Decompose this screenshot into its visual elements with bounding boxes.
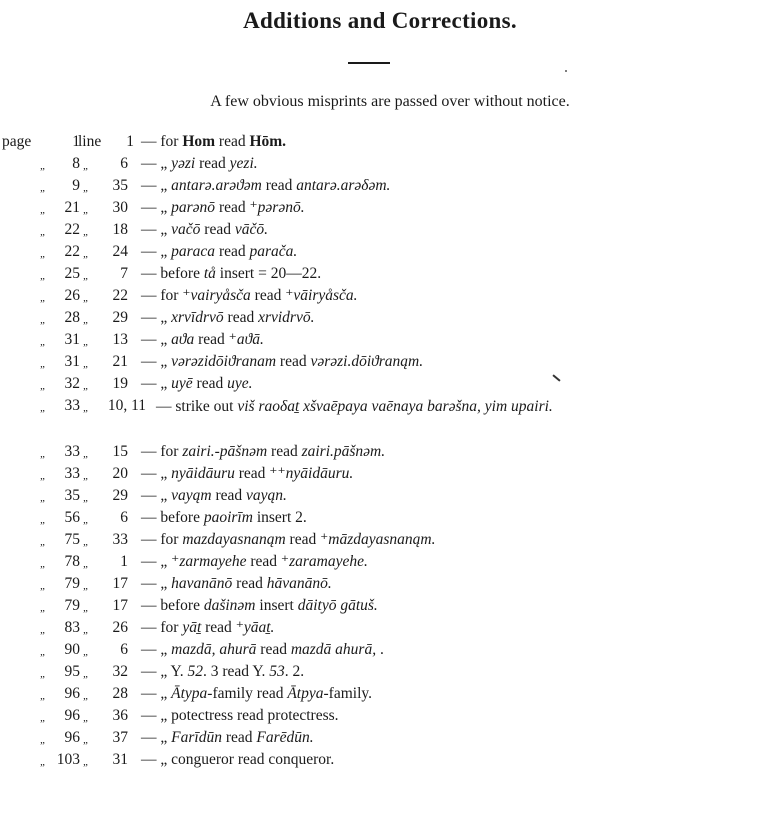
correction-fragment: mazdā, ahurā bbox=[171, 641, 257, 658]
correction-text bbox=[141, 153, 746, 175]
ditto-mark: „ bbox=[40, 646, 47, 658]
correction-text bbox=[141, 197, 746, 219]
line-number: 6 bbox=[120, 155, 128, 172]
correction-fragment: mazdā ahurā, bbox=[290, 641, 377, 658]
line-number: 7 bbox=[120, 265, 128, 282]
page-number: 31 bbox=[64, 331, 80, 348]
correction-fragment: tå bbox=[203, 265, 216, 282]
correction-row bbox=[0, 197, 760, 219]
correction-fragment: — „ potectress read protectress. bbox=[141, 707, 339, 724]
page-number: 22 bbox=[64, 221, 80, 238]
ditto-mark: „ bbox=[40, 734, 47, 746]
correction-text bbox=[141, 219, 746, 241]
ditto-mark: „ bbox=[40, 580, 47, 592]
correction-fragment: read bbox=[195, 155, 230, 172]
correction-fragment: read bbox=[215, 243, 250, 260]
page-word: page bbox=[2, 133, 32, 150]
page-number: 25 bbox=[64, 265, 80, 282]
ditto-mark: „ bbox=[40, 226, 47, 238]
line-number: 29 bbox=[112, 309, 128, 326]
correction-text bbox=[141, 175, 746, 197]
ditto-mark: „ bbox=[83, 182, 90, 194]
correction-fragment: — „ bbox=[141, 641, 172, 658]
ditto-mark: „ bbox=[40, 402, 47, 414]
line-number: 17 bbox=[112, 597, 128, 614]
line-number: 26 bbox=[112, 619, 128, 636]
page-number: 75 bbox=[64, 531, 80, 548]
line-number: 13 bbox=[112, 331, 128, 348]
correction-fragment: — „ bbox=[141, 243, 172, 260]
correction-fragment: — before bbox=[141, 509, 204, 526]
page-number: 26 bbox=[64, 287, 80, 304]
correction-fragment: — „ bbox=[141, 465, 172, 482]
correction-text bbox=[141, 683, 746, 705]
correction-row bbox=[0, 507, 760, 529]
line-word: line bbox=[78, 133, 102, 150]
correction-fragment: zairi.pāšnəm. bbox=[301, 443, 386, 460]
ditto-mark: „ bbox=[83, 492, 90, 504]
correction-fragment: read bbox=[256, 641, 291, 658]
ditto-mark: „ bbox=[83, 668, 90, 680]
ditto-mark: „ bbox=[40, 536, 47, 548]
correction-fragment: dašinəm bbox=[203, 597, 256, 614]
correction-fragment: Hom bbox=[182, 133, 216, 150]
correction-fragment: insert 2. bbox=[252, 509, 307, 526]
ditto-mark: „ bbox=[40, 624, 47, 636]
correction-text bbox=[141, 727, 746, 749]
ditto-mark: „ bbox=[40, 668, 47, 680]
line-number: 15 bbox=[112, 443, 128, 460]
correction-fragment: — „ bbox=[141, 199, 172, 216]
correction-fragment: xrvidrvō. bbox=[258, 309, 315, 326]
correction-row bbox=[0, 705, 760, 727]
correction-fragment: — „ Y. bbox=[141, 663, 188, 680]
correction-fragment: — for bbox=[141, 443, 183, 460]
correction-text bbox=[141, 529, 746, 551]
correction-text bbox=[141, 485, 746, 507]
correction-row bbox=[0, 485, 760, 507]
correction-fragment: ⁺yāaṯ. bbox=[235, 619, 275, 636]
correction-fragment: Farīdūn bbox=[171, 729, 222, 746]
correction-fragment: read bbox=[285, 531, 321, 548]
correction-fragment: vāčō. bbox=[234, 221, 268, 238]
ditto-mark: „ bbox=[40, 470, 47, 482]
ink-speck bbox=[565, 70, 567, 72]
page-number: 90 bbox=[64, 641, 80, 658]
correction-text bbox=[141, 441, 746, 463]
correction-row bbox=[0, 373, 760, 395]
line-number: 22 bbox=[112, 287, 128, 304]
page-number: 1 bbox=[72, 133, 80, 150]
line-number: 31 bbox=[112, 751, 128, 768]
correction-row bbox=[0, 285, 760, 307]
correction-fragment: zairi.-pāšnəm bbox=[182, 443, 268, 460]
ditto-mark: „ bbox=[83, 514, 90, 526]
correction-row bbox=[0, 441, 760, 463]
line-number: 33 bbox=[112, 531, 128, 548]
ditto-mark: „ bbox=[40, 448, 47, 460]
page-number: 35 bbox=[64, 487, 80, 504]
line-number: 20 bbox=[112, 465, 128, 482]
correction-fragment: read bbox=[215, 199, 250, 216]
correction-row bbox=[0, 529, 760, 551]
ditto-mark: „ bbox=[83, 690, 90, 702]
correction-fragment: insert bbox=[255, 597, 298, 614]
correction-fragment: read bbox=[194, 331, 229, 348]
correction-text bbox=[141, 749, 746, 771]
ditto-mark: „ bbox=[40, 756, 47, 768]
page-number: 33 bbox=[64, 443, 80, 460]
correction-fragment: — for bbox=[141, 133, 183, 150]
correction-fragment: yezi. bbox=[229, 155, 258, 172]
correction-fragment: — „ bbox=[141, 177, 172, 194]
ditto-mark: „ bbox=[40, 204, 47, 216]
ditto-mark: „ bbox=[40, 292, 47, 304]
ditto-mark: „ bbox=[83, 358, 90, 370]
ditto-mark: „ bbox=[83, 204, 90, 216]
ditto-mark: „ bbox=[83, 646, 90, 658]
correction-fragment: antarə.arəϑəm bbox=[171, 177, 262, 194]
ditto-mark: „ bbox=[83, 558, 90, 570]
line-number: 17 bbox=[112, 575, 128, 592]
ditto-mark: „ bbox=[40, 380, 47, 392]
correction-fragment: — before bbox=[141, 597, 204, 614]
correction-fragment: read bbox=[250, 287, 286, 304]
correction-text bbox=[141, 639, 746, 661]
corrections-list bbox=[0, 131, 760, 771]
correction-text bbox=[141, 595, 746, 617]
line-number: 35 bbox=[112, 177, 128, 194]
ditto-mark: „ bbox=[83, 380, 90, 392]
correction-fragment: mazdayasnanąm bbox=[182, 531, 286, 548]
line-number: 10, 11 bbox=[107, 397, 146, 414]
correction-fragment: dāityō gātuš. bbox=[297, 597, 378, 614]
correction-fragment: Farēdūn. bbox=[256, 729, 314, 746]
correction-row bbox=[0, 175, 760, 197]
correction-fragment: vərəzi.dōiϑranąm. bbox=[310, 353, 424, 370]
ditto-mark: „ bbox=[83, 712, 90, 724]
correction-fragment: read bbox=[221, 729, 257, 746]
page-title: Additions and Corrections. bbox=[243, 8, 517, 33]
ditto-mark: „ bbox=[83, 734, 90, 746]
ditto-mark: „ bbox=[83, 580, 90, 592]
ditto-mark: „ bbox=[40, 314, 47, 326]
ditto-mark: „ bbox=[40, 558, 47, 570]
line-number: 19 bbox=[112, 375, 128, 392]
correction-fragment: read bbox=[267, 443, 302, 460]
page-number: 28 bbox=[64, 309, 80, 326]
correction-fragment: — „ bbox=[141, 331, 172, 348]
correction-fragment: Ātypa bbox=[171, 685, 208, 702]
correction-row bbox=[0, 595, 760, 617]
correction-text bbox=[141, 507, 746, 529]
correction-fragment: — „ congueror read conqueror. bbox=[141, 751, 335, 768]
page-number: 32 bbox=[64, 375, 80, 392]
correction-fragment: — „ bbox=[141, 155, 172, 172]
correction-text bbox=[141, 551, 746, 573]
line-number: 6 bbox=[120, 641, 128, 658]
correction-fragment: — for bbox=[141, 287, 183, 304]
ditto-mark: „ bbox=[40, 270, 47, 282]
ditto-mark: „ bbox=[40, 358, 47, 370]
correction-fragment: hāvanānō. bbox=[266, 575, 332, 592]
line-number: 32 bbox=[112, 663, 128, 680]
correction-fragment: . 2. bbox=[284, 663, 305, 680]
correction-fragment: xrvīdrvō bbox=[171, 309, 224, 326]
correction-fragment: vayąn. bbox=[246, 487, 287, 504]
correction-fragment: — before bbox=[141, 265, 204, 282]
correction-fragment: insert = 20—22. bbox=[215, 265, 322, 282]
correction-row bbox=[0, 351, 760, 373]
correction-fragment: 52 bbox=[187, 663, 203, 680]
correction-row bbox=[0, 263, 760, 285]
correction-fragment: ⁺aϑā. bbox=[228, 331, 264, 348]
page-number: 22 bbox=[64, 243, 80, 260]
correction-text bbox=[141, 617, 746, 639]
correction-fragment: uyē bbox=[171, 375, 193, 392]
line-number: 29 bbox=[112, 487, 128, 504]
page-number: 79 bbox=[64, 575, 80, 592]
ditto-mark: „ bbox=[83, 248, 90, 260]
title-rule bbox=[348, 62, 390, 64]
correction-row bbox=[0, 219, 760, 241]
correction-row bbox=[0, 329, 760, 351]
correction-fragment: read bbox=[215, 133, 250, 150]
correction-row bbox=[0, 395, 760, 441]
correction-text bbox=[141, 373, 746, 395]
ditto-mark: „ bbox=[40, 336, 47, 348]
line-number: 24 bbox=[112, 243, 128, 260]
page-number: 83 bbox=[64, 619, 80, 636]
page-number: 96 bbox=[64, 729, 80, 746]
ditto-mark: „ bbox=[83, 160, 90, 172]
ditto-mark: „ bbox=[40, 160, 47, 172]
correction-fragment: ⁺vāiryåsča. bbox=[285, 287, 358, 304]
ditto-mark: „ bbox=[83, 314, 90, 326]
correction-row bbox=[0, 131, 760, 153]
correction-fragment: — „ bbox=[141, 309, 172, 326]
ditto-mark: „ bbox=[83, 470, 90, 482]
correction-fragment: . bbox=[376, 641, 384, 658]
correction-fragment: read bbox=[246, 553, 281, 570]
correction-row bbox=[0, 727, 760, 749]
correction-fragment: ⁺pərənō. bbox=[249, 199, 305, 216]
correction-fragment: read bbox=[276, 353, 311, 370]
correction-fragment: ⁺vairyåsča bbox=[182, 287, 251, 304]
correction-fragment: read bbox=[201, 619, 236, 636]
correction-row bbox=[0, 551, 760, 573]
correction-text bbox=[141, 131, 746, 153]
correction-fragment: ⁺zaramayehe. bbox=[280, 553, 368, 570]
page-number: 56 bbox=[64, 509, 80, 526]
correction-fragment: antarə.arəδəm. bbox=[296, 177, 391, 194]
correction-fragment: read bbox=[211, 487, 247, 504]
correction-fragment: aϑa bbox=[171, 331, 195, 348]
line-number: 30 bbox=[112, 199, 128, 216]
correction-fragment: yəzi bbox=[171, 155, 196, 172]
correction-text bbox=[141, 573, 746, 595]
ditto-mark: „ bbox=[83, 226, 90, 238]
page-number: 95 bbox=[64, 663, 80, 680]
correction-fragment: — strike out bbox=[156, 398, 238, 415]
correction-row bbox=[0, 617, 760, 639]
correction-fragment: paraca bbox=[171, 243, 216, 260]
correction-row bbox=[0, 639, 760, 661]
correction-fragment: -family. bbox=[323, 685, 372, 702]
correction-fragment: — „ bbox=[141, 685, 172, 702]
correction-row bbox=[0, 573, 760, 595]
correction-fragment: . 3 read Y. bbox=[203, 663, 270, 680]
correction-fragment: nyāidāuru bbox=[171, 465, 235, 482]
correction-row bbox=[0, 153, 760, 175]
correction-fragment: Hōm. bbox=[249, 133, 287, 150]
ditto-mark: „ bbox=[83, 270, 90, 282]
page-number: 33 bbox=[64, 397, 80, 414]
correction-text bbox=[141, 351, 746, 373]
line-number: 1 bbox=[120, 553, 128, 570]
correction-fragment: vačō bbox=[171, 221, 201, 238]
page-number: 33 bbox=[64, 465, 80, 482]
correction-fragment: ⁺zarmayehe bbox=[171, 553, 247, 570]
correction-text bbox=[141, 705, 746, 727]
line-number: 18 bbox=[112, 221, 128, 238]
correction-fragment: — „ bbox=[141, 221, 172, 238]
ditto-mark: „ bbox=[40, 712, 47, 724]
page-number: 103 bbox=[56, 751, 80, 768]
correction-fragment: — „ bbox=[141, 487, 172, 504]
correction-row bbox=[0, 749, 760, 771]
intro-note: A few obvious misprints are passed over without notice. bbox=[210, 93, 570, 110]
correction-text bbox=[141, 241, 746, 263]
line-number: 28 bbox=[112, 685, 128, 702]
page-number: 21 bbox=[64, 199, 80, 216]
correction-fragment: paoirīm bbox=[203, 509, 253, 526]
correction-fragment: vərəzidōiϑranam bbox=[171, 353, 277, 370]
correction-text bbox=[141, 307, 746, 329]
page-number: 9 bbox=[72, 177, 80, 194]
correction-fragment: read bbox=[232, 575, 267, 592]
correction-fragment: ⁺⁺nyāidāuru. bbox=[269, 465, 354, 482]
ditto-mark: „ bbox=[83, 756, 90, 768]
correction-fragment: — for bbox=[141, 619, 183, 636]
ditto-mark: „ bbox=[40, 690, 47, 702]
ditto-mark: „ bbox=[83, 448, 90, 460]
ditto-mark: „ bbox=[83, 602, 90, 614]
correction-text bbox=[141, 661, 746, 683]
correction-fragment: Ātpya bbox=[287, 685, 324, 702]
ditto-mark: „ bbox=[40, 248, 47, 260]
correction-fragment: -family read bbox=[207, 685, 288, 702]
correction-fragment: — „ bbox=[141, 575, 172, 592]
correction-fragment: vayąm bbox=[171, 487, 212, 504]
page-number: 96 bbox=[64, 707, 80, 724]
page-number: 8 bbox=[72, 155, 80, 172]
correction-fragment: read bbox=[192, 375, 228, 392]
correction-fragment: — „ bbox=[141, 375, 172, 392]
correction-text bbox=[141, 285, 746, 307]
ditto-mark: „ bbox=[83, 292, 90, 304]
ditto-mark: „ bbox=[83, 402, 90, 414]
correction-row bbox=[0, 307, 760, 329]
correction-row bbox=[0, 661, 760, 683]
correction-fragment: read bbox=[234, 465, 270, 482]
correction-text bbox=[156, 395, 746, 419]
correction-text bbox=[141, 263, 746, 285]
correction-fragment: parənō bbox=[171, 199, 216, 216]
line-number: 1 bbox=[126, 133, 134, 150]
ditto-mark: „ bbox=[40, 182, 47, 194]
correction-row bbox=[0, 463, 760, 485]
page-number: 78 bbox=[64, 553, 80, 570]
correction-fragment: parača. bbox=[249, 243, 298, 260]
page-number: 79 bbox=[64, 597, 80, 614]
correction-fragment: — „ bbox=[141, 729, 172, 746]
ditto-mark: „ bbox=[40, 602, 47, 614]
correction-fragment: 53 bbox=[269, 663, 285, 680]
ditto-mark: „ bbox=[83, 336, 90, 348]
correction-text bbox=[141, 329, 746, 351]
correction-text bbox=[141, 463, 746, 485]
correction-fragment: read bbox=[223, 309, 259, 326]
ditto-mark: „ bbox=[83, 536, 90, 548]
correction-fragment: uye. bbox=[227, 375, 253, 392]
page-number: 96 bbox=[64, 685, 80, 702]
page-number: 31 bbox=[64, 353, 80, 370]
line-number: 6 bbox=[120, 509, 128, 526]
correction-fragment: havanānō bbox=[171, 575, 233, 592]
line-number: 21 bbox=[112, 353, 128, 370]
correction-fragment: ⁺māzdayasnanąm. bbox=[320, 531, 436, 548]
correction-fragment: read bbox=[200, 221, 235, 238]
ditto-mark: „ bbox=[83, 624, 90, 636]
line-number: 36 bbox=[112, 707, 128, 724]
correction-fragment: yāṯ bbox=[182, 619, 202, 636]
correction-fragment: — „ bbox=[141, 353, 172, 370]
ditto-mark: „ bbox=[40, 492, 47, 504]
correction-fragment: — „ bbox=[141, 553, 172, 570]
correction-row bbox=[0, 683, 760, 705]
correction-fragment: viš raoδaṯ xšvaēpaya vaēnaya barəšna, yim upairi. bbox=[237, 398, 553, 415]
line-number: 37 bbox=[112, 729, 128, 746]
correction-fragment: — for bbox=[141, 531, 183, 548]
ditto-mark: „ bbox=[40, 514, 47, 526]
correction-fragment: read bbox=[261, 177, 297, 194]
correction-row bbox=[0, 241, 760, 263]
